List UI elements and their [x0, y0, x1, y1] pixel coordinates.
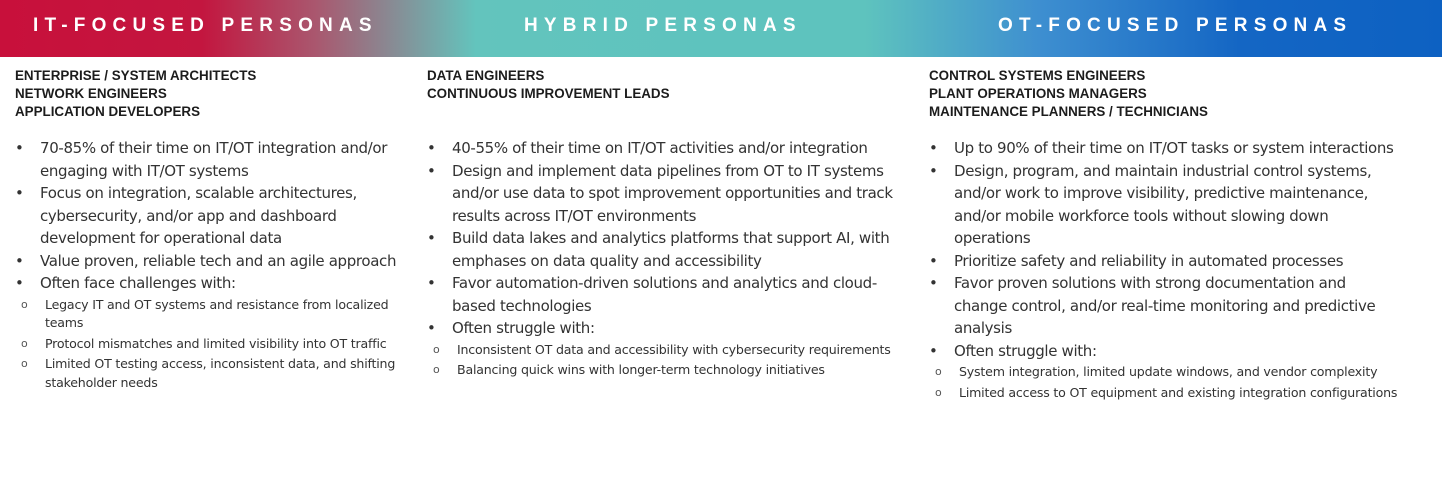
sub-list-item: o Limited OT testing access, inconsistent data, and shifting stakeholder needs: [15, 355, 410, 392]
list-item: [427, 137, 907, 160]
role-title: CONTINUOUS IMPROVEMENT LEADS: [427, 86, 670, 101]
it-role-list: [15, 67, 410, 137]
role-title: ENTERPRISE / SYSTEM ARCHITECTS: [15, 68, 257, 83]
role-title: DATA ENGINEERS: [427, 68, 545, 83]
sub-list-item: o Limited access to OT equipment and existing integration configurations: [929, 384, 1399, 403]
ot-personas-column: [929, 67, 1399, 404]
sub-bullet-list: [40, 296, 410, 393]
sub-bullet-list: [452, 341, 907, 380]
bullet-text: 40-55% of their time on IT/OT activities and/or integration: [452, 139, 868, 157]
sub-list-item: o Balancing quick wins with longer-term technology initiatives: [427, 361, 907, 380]
list-item: [427, 160, 907, 228]
list-item: [929, 340, 1399, 403]
bullet-text: Focus on integration, scalable architectures, cybersecurity, and/or app and dashboard development for operational data: [40, 184, 357, 247]
list-item: [15, 272, 410, 392]
list-item: [427, 317, 907, 380]
it-bullet-list: [15, 137, 410, 392]
list-item: [427, 227, 907, 272]
bullet-text: Design, program, and maintain industrial control systems, and/or work to improve visibility, predictive maintenance, and/or mobile workforce tools without slowing down operations: [954, 161, 1372, 247]
role-title: MAINTENANCE PLANNERS / TECHNICIANS: [929, 104, 1208, 119]
bullet-text: Up to 90% of their time on IT/OT tasks or system interactions: [954, 139, 1394, 157]
bullet-text: Value proven, reliable tech and an agile approach: [40, 251, 397, 270]
hybrid-personas-column: [427, 67, 907, 382]
bullet-text: Often struggle with:: [452, 319, 595, 337]
list-item: [427, 272, 907, 317]
list-item: [15, 250, 410, 273]
it-personas-heading: IT-FOCUSED PERSONAS: [33, 15, 378, 36]
bullet-text: Design and implement data pipelines from OT to IT systems and/or use data to spot improvement opportunities and track results across IT/OT environments: [452, 161, 893, 225]
bullet-text: Prioritize safety and reliability in automated processes: [954, 251, 1344, 270]
list-item: [929, 137, 1399, 160]
bullet-text: 70-85% of their time on IT/OT integration and/or engaging with IT/OT systems: [40, 139, 388, 180]
list-item: [929, 250, 1399, 273]
ot-bullet-list: [929, 137, 1399, 402]
persona-banner: [0, 0, 1442, 57]
ot-role-list: [929, 67, 1399, 137]
sub-list-item: o System integration, limited update windows, and vendor complexity: [929, 363, 1399, 382]
list-item: [929, 160, 1399, 250]
ot-personas-heading: OT-FOCUSED PERSONAS: [998, 15, 1353, 36]
it-personas-column: [15, 67, 410, 394]
sub-list-item: o Legacy IT and OT systems and resistance from localized teams: [15, 296, 410, 333]
sub-list-item: o Protocol mismatches and limited visibility into OT traffic: [15, 335, 410, 354]
role-title: PLANT OPERATIONS MANAGERS: [929, 86, 1147, 101]
bullet-text: Favor proven solutions with strong documentation and change control, and/or real-time monitoring and predictive analysis: [954, 274, 1376, 337]
bullet-text: Often struggle with:: [954, 341, 1097, 360]
bullet-text: Favor automation-driven solutions and analytics and cloud-based technologies: [452, 274, 877, 315]
sub-list-item: o Inconsistent OT data and accessibility with cybersecurity requirements: [427, 341, 907, 360]
hybrid-personas-heading: HYBRID PERSONAS: [524, 15, 802, 36]
hybrid-bullet-list: [427, 137, 907, 380]
role-title: APPLICATION DEVELOPERS: [15, 104, 201, 119]
list-item: [929, 272, 1399, 340]
role-title: CONTROL SYSTEMS ENGINEERS: [929, 68, 1146, 83]
bullet-text: Often face challenges with:: [40, 274, 236, 292]
list-item: [15, 137, 410, 182]
role-title: NETWORK ENGINEERS: [15, 86, 167, 101]
hybrid-role-list: [427, 67, 907, 137]
bullet-text: Build data lakes and analytics platforms that support AI, with emphases on data quality and accessibility: [452, 229, 890, 270]
list-item: [15, 182, 410, 250]
sub-bullet-list: [954, 363, 1399, 402]
